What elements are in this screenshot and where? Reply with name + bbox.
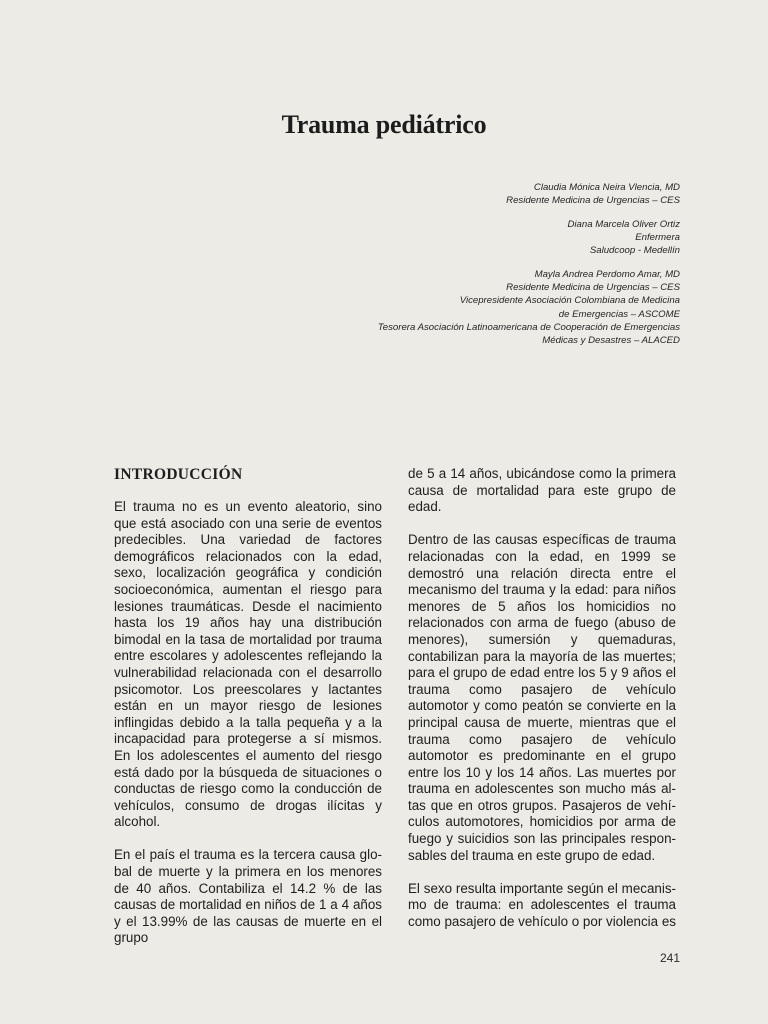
body-paragraph: El trauma no es un evento aleatorio, sino que está asociado con una serie de eventos predecibles. Una variedad de factores demográficos relacionados con la edad, sexo, localización geográfica y condición socioeconómica, aumentan el riesgo para lesiones traumáticas. Desde el nacimiento hasta los 19 años hay una distribución bimodal en la tasa de mortalidad por trauma entre escolares y adolescentes reflejando la vulnerabilidad relacionada con el desarrollo psicomotor. Los preescolares y lactantes están en un mayor riesgo de lesiones inflingidas debido a la talla pequeña y a la incapacidad para protegerse a sí mismos. En los adolescentes el aumento del riesgo está dado por la búsqueda de situaciones o conductas de riesgo como la conducción de vehículos, consumo de drogas ilícitas y alcohol. [114,499,382,830]
author-line: Vicepresidente Asociación Colombiana de Medicina [459,295,680,307]
right-column [408,466,676,947]
body-paragraph: Dentro de las causas específicas de trauma relacionadas con la edad, en 1999 se demostró una relación directa entre el mecanismo del trauma y la edad: para niños menores de 5 años los homicidios no relacionados con arma de fuego (abuso de menores), sumersión y quemaduras, contabilizan para la mayoría de las muertes; para el grupo de edad entre los 5 y 9 años el trauma como pasajero de vehículo automotor y como peatón se convierte en la principal causa de muerte, mientras que el trauma como pasajero de vehículo automotor es predominante en el grupo entre los 10 y los 14 años. Las muertes por trauma en adolescentes son mucho más altas que en otros grupos. Pasajeros de vehículos automotores, homicidios por arma de fuego y suicidios son las principales responsables del trauma en este grupo de edad. [408,532,676,863]
page-title: Trauma pediátrico [281,110,487,139]
author-group [260,218,680,258]
author-line: Enfermera [635,232,680,244]
author-line: Tesorera Asociación Latinoamericana de Cooperación de Emergencias [377,321,680,333]
body-paragraph: El sexo resulta importante según el mecanismo de trauma: en adolescentes el trauma como pasajero de vehículo o por violencia es [408,880,676,930]
author-line: de Emergencias – ASCOME [558,308,680,320]
author-line: Diana Marcela Oliver Ortiz [567,218,680,230]
author-group [260,181,680,207]
author-line: Médicas y Desastres – ALACED [542,335,680,347]
author-line: Residente Medicina de Urgencias – CES [506,195,680,207]
author-line: Mayla Andrea Perdomo Amar, MD [534,269,680,281]
author-line: Claudia Mónica Neira Vlencia, MD [533,182,680,193]
author-group [260,268,680,347]
section-heading: INTRODUCCIÓN [114,466,243,483]
author-line: Residente Medicina de Urgencias – CES [506,282,680,294]
author-block [260,181,680,358]
body-paragraph: de 5 a 14 años, ubicándose como la primera causa de mortalidad para este grupo de edad. [408,466,676,515]
body-paragraph: En el país el trauma es la tercera causa global de muerte y la primera en los menores de 40 años. Contabiliza el 14.2 % de las causas de mortalidad en niños de 1 a 4 años y el 13.99% de las causas de muerte en el grupo [114,847,382,946]
page-number: 241 [659,951,680,965]
author-line: Saludcoop - Medellín [589,245,680,257]
left-column [114,462,382,964]
